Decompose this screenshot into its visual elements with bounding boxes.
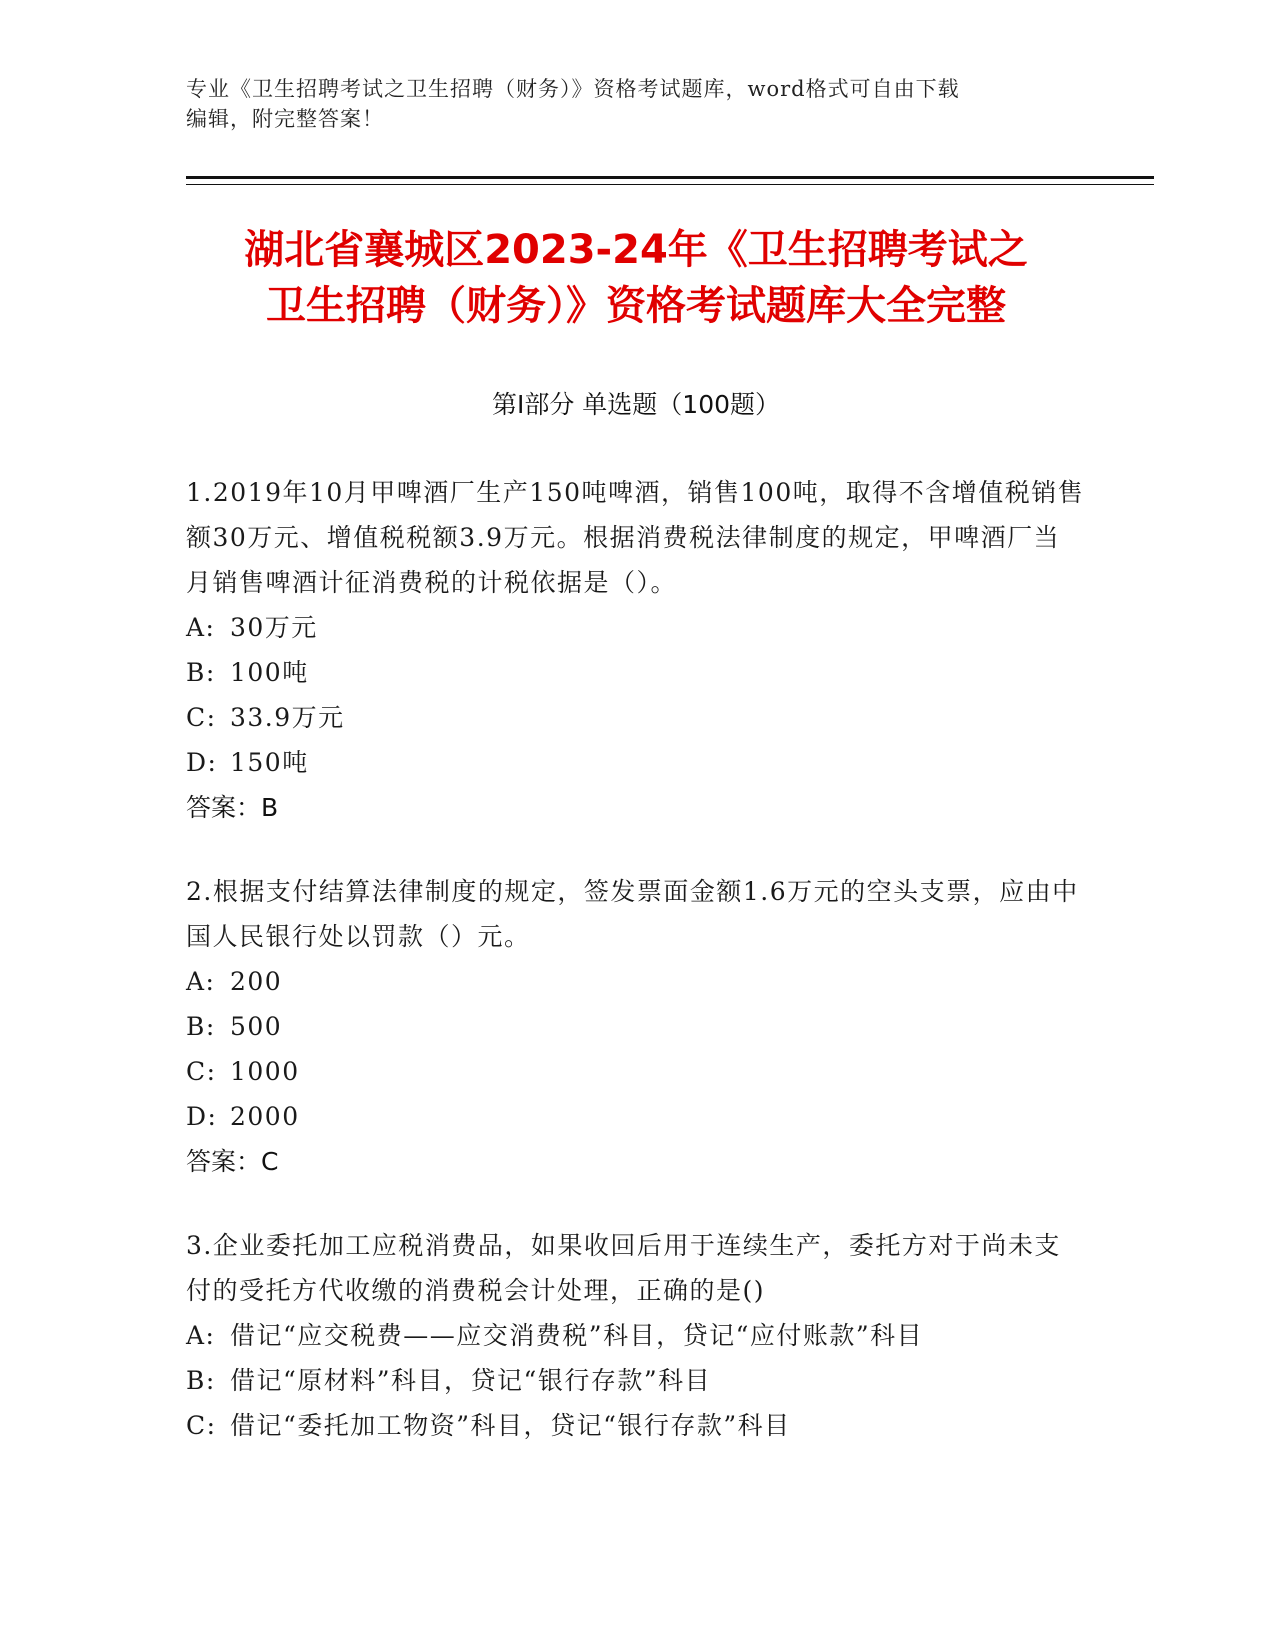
option-c [186,1049,1086,1094]
option-b [186,1358,1086,1403]
question-3 [186,1223,1086,1448]
option-text: 200 [230,967,283,996]
header-note-line2: 编辑，附完整答案！ [186,107,384,131]
question-stem: 1.2019年10月甲啤酒厂生产150吨啤酒，销售100吨，取得不含增值税销售额30万元、增值税税额3.9万元。根据消费税法律制度的规定，甲啤酒厂当月销售啤酒计征消费税的计税依据是（）。 [186,478,1085,597]
option-text: 2000 [230,1102,300,1131]
option-text: 150吨 [230,748,309,777]
option-text: 1000 [230,1057,300,1086]
option-d [186,1094,1086,1139]
header-note [186,74,1086,134]
answer: 答案：B [186,793,279,822]
option-letter: D: [186,1102,218,1131]
option-text: 借记“原材料”科目，贷记“银行存款”科目 [230,1366,712,1395]
option-a [186,1313,1086,1358]
question-1 [186,470,1086,831]
option-a [186,605,1086,650]
document-title-line1: 湖北省襄城区2023-24年《卫生招聘考试之 [244,227,1028,273]
option-letter: A: [186,1321,216,1350]
question-stem: 3.企业委托加工应税消费品，如果收回后用于连续生产，委托方对于尚未支付的受托方代收缴的消费税会计处理，正确的是() [186,1231,1061,1305]
question-2 [186,869,1086,1185]
option-b [186,1004,1086,1049]
option-letter: C: [186,703,217,732]
document-title [186,222,1086,334]
document-title-line2: 卫生招聘（财务）》资格考试题库大全完整 [266,283,1006,329]
header-rule-thick [186,176,1154,179]
question-list [186,470,1086,1486]
option-text: 借记“应交税费——应交消费税”科目，贷记“应付账款”科目 [230,1321,924,1350]
question-stem: 2.根据支付结算法律制度的规定，签发票面金额1.6万元的空头支票，应由中国人民银行处以罚款（）元。 [186,877,1079,951]
option-letter: C: [186,1411,217,1440]
option-letter: A: [186,613,216,642]
option-c [186,695,1086,740]
option-letter: A: [186,967,216,996]
option-text: 33.9万元 [230,703,345,732]
option-b [186,650,1086,695]
option-a [186,959,1086,1004]
option-c [186,1403,1086,1448]
header-rule-thin [186,184,1154,185]
section-title: 第Ⅰ部分 单选题（100题） [491,390,781,419]
option-text: 100吨 [230,658,309,687]
option-text: 500 [230,1012,283,1041]
option-text: 借记“委托加工物资”科目，贷记“银行存款”科目 [230,1411,791,1440]
option-d [186,740,1086,785]
option-letter: B: [186,1012,216,1041]
option-text: 30万元 [230,613,318,642]
option-letter: B: [186,1366,216,1395]
option-letter: B: [186,658,216,687]
answer: 答案：C [186,1147,279,1176]
option-letter: D: [186,748,218,777]
option-letter: C: [186,1057,217,1086]
header-note-line1: 专业《卫生招聘考试之卫生招聘（财务）》资格考试题库，word格式可自由下载 [186,77,960,101]
